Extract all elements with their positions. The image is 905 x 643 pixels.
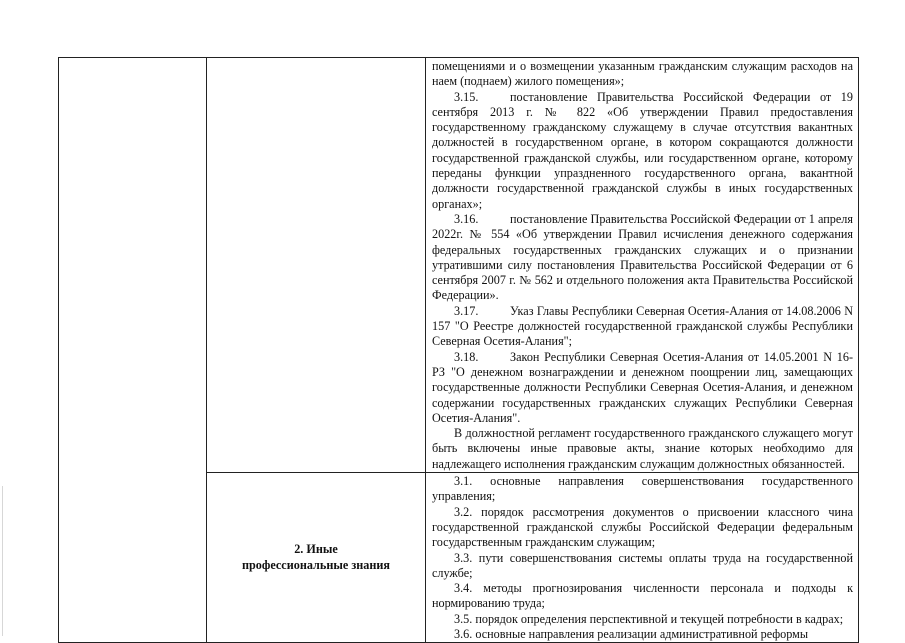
professional-knowledge-cell (426, 473, 859, 643)
section-title-cell (207, 473, 426, 643)
section-title-line1: 2. Иные (294, 542, 338, 557)
paragraph-3-17: 3.17. Указ Главы Республики Северная Осетия-Алания от 14.08.2006 N 157 "О Реестре должностей государственной гражданской службы Республики Северная Осетия-Алания"; (432, 303, 853, 349)
paragraph-3-15: 3.15. постановление Правительства Российской Федерации от 19 сентября 2013 г. № 822 «Об утверждении Правил предоставления государственному гражданскому служащему в случае отсутствия вакантных должностей в государственном органе, в котором сокращаются должности государственной гражданской службы, или государственном органе, которому переданы функции упраздненного государственного органа, вакантной должности государственной гражданской службы в иных государственных органах»; (432, 89, 853, 211)
list-item: 3.3. пути совершенствования системы оплаты труда на государственной службе; (432, 550, 853, 580)
list-item: 3.4. методы прогнозирования численности персонала и подходы к нормированию труда; (432, 581, 853, 611)
list-item: 3.1. основные направления совершенствования государственного управления; (432, 474, 853, 504)
empty-cell-left (59, 58, 207, 643)
scan-edge-mark (2, 486, 3, 636)
requirements-table (58, 57, 859, 643)
paragraph-other-acts: В должностной регламент государственного гражданского служащего могут быть включены иные правовые акты, знание которых необходимо для надлежащего исполнения гражданским служащим должностных обязанностей. (432, 426, 853, 471)
empty-cell-middle (207, 58, 426, 473)
list-item: 3.6. основные направления реализации административной реформы (454, 626, 809, 641)
list-item: 3.5. порядок определения перспективной и текущей потребности в кадрах; (454, 611, 844, 626)
paragraph-continuation: помещениями и о возмещении указанным гражданским служащим расходов на наем (поднаем) жилого помещения»; (432, 59, 853, 89)
list-item: 3.2. порядок рассмотрения документов о присвоении классного чина государственной гражданской службы Российской Федерации федеральным государственным гражданским служащим; (432, 504, 853, 550)
legal-acts-cell (426, 58, 859, 473)
paragraph-3-18: 3.18. Закон Республики Северная Осетия-Алания от 14.05.2001 N 16-РЗ "О денежном вознаграждении и денежном поощрении лиц, замещающих государственные должности Республики Северная Осетия-Алания, и денежном содержании государственных гражданских служащих Республики Северная Осетия-Алания". (432, 349, 853, 425)
section-title-line2: профессиональные знания (242, 557, 390, 572)
paragraph-3-16: 3.16. постановление Правительства Российской Федерации от 1 апреля 2022г. № 554 «Об утверждении Правил исчисления денежного содержания федеральных государственных гражданских служащих и о признании утратившими силу постановления Правительства Российской Федерации от 6 сентября 2007 г. № 562 и отдельного положения акта Правительства Российской Федерации». (432, 211, 853, 303)
table-row (59, 58, 859, 473)
